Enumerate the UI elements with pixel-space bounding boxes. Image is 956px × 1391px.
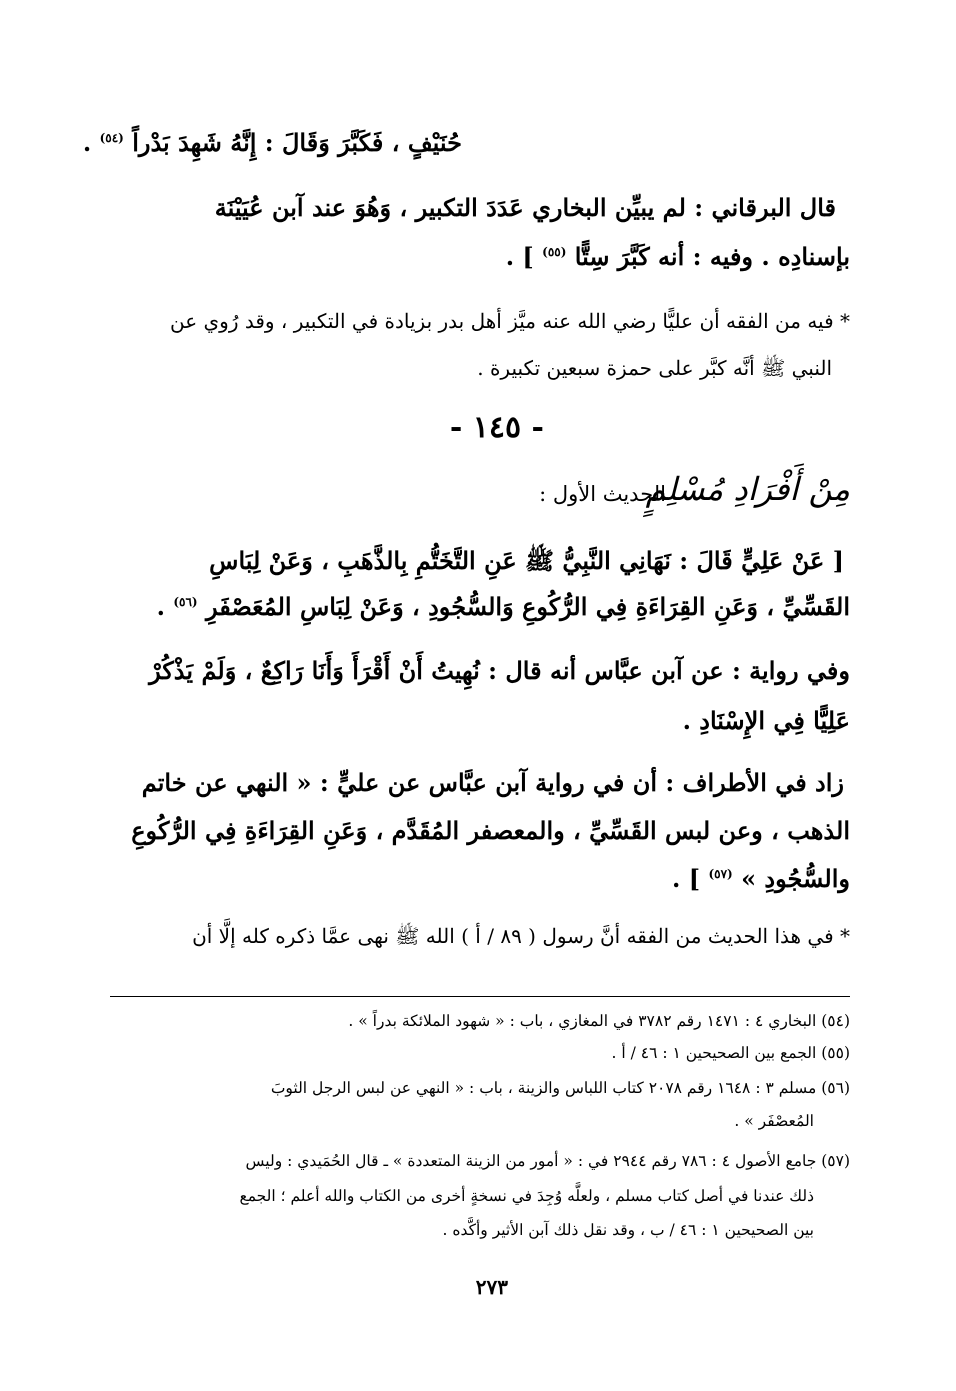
- note-1-line-1: [170, 309, 850, 333]
- hadith-line-7-text: والسُّجُودِ »: [741, 864, 850, 893]
- hadith-line-7: [672, 864, 850, 893]
- hadith-line-5: [142, 768, 844, 797]
- hadith-line-3: [149, 656, 850, 685]
- footnote-57-cont-2-text: بين الصحيحين ١ : ٤٦ / ب ، وقد نقل ذلك آبن الأثير وأكَّده .: [442, 1221, 814, 1239]
- note-1-line-1-text: * فيه من الفقه أن عليًّا رضي الله عنه ميَّز أهل بدر بزيادة في التكبير ، وقد رُوي عن: [170, 309, 850, 333]
- hadith-line-2: [157, 592, 850, 621]
- footnote-ref-56: (٥٦): [173, 595, 198, 609]
- page-number: [476, 1275, 508, 1299]
- footnote-54-text: (٥٤) البخاري ٤ : ١٤٧١ رقم ٣٧٨٢ في المغازي ، باب : « شهود الملائكة بدراً » .: [348, 1012, 850, 1030]
- footnote-57: [246, 1152, 850, 1170]
- note-2-line-1: [192, 924, 850, 953]
- page-number-text: ٢٧٣: [475, 1275, 508, 1299]
- hadith-line-6: [131, 816, 850, 845]
- footnote-56-cont-text: المُعصْفَر » .: [734, 1112, 814, 1130]
- hadith-line-7-end: ] .: [672, 864, 701, 893]
- footnote-55-text: (٥٥) الجمع بين الصحيحين ١ : ٤٦ / أ .: [611, 1044, 850, 1062]
- note-1-line-2-text: النبي ﷺ أنَّه كبَّر على حمزة سبعين تكبيرة .: [477, 356, 832, 380]
- hadith-line-6-text: الذهب ، وعن لبس القَسِّيِّ ، والمعصفر المُقَدَّم ، وَعَنِ القِرَاءَةِ فِي الرُّكُوعِ: [131, 816, 850, 845]
- hadith-line-2-end: .: [156, 592, 165, 621]
- footnote-57-text: (٥٧) جامع الأصول ٤ : ٧٨٦ رقم ٢٩٤٤ في : « أمور من الزينة المتعددة » ـ قال الحُمَيدي : وليس: [245, 1152, 850, 1170]
- footnote-ref-57: (٥٧): [708, 867, 733, 881]
- hadith-line-3-text: وفي رواية : عن آبن عبَّاس أنه قال : نُهِيتُ أَنْ أَقْرَأَ وَأَنَا رَاكِعٌ ، وَلَمْ يَذْكُرْ: [149, 656, 850, 685]
- section-subtitle: [539, 482, 666, 506]
- footnote-57-cont-1-text: ذلك عندنا في أصل كتاب مسلم ، ولعلَّه وُجِدَ في نسخةٍ أخرى من الكتاب والله أعلم ؛ الجمع: [239, 1187, 814, 1205]
- footnote-57-cont-2: [442, 1221, 814, 1239]
- footnote-55: [612, 1044, 850, 1062]
- footnote-ref-55: (٥٥): [542, 245, 567, 259]
- main-line-1-end: .: [82, 128, 92, 157]
- hadith-line-1: [209, 546, 844, 581]
- footnote-ref-54: (٥٤): [99, 131, 124, 145]
- hadith-number-text: - ١٤٥ -: [449, 410, 544, 445]
- section-title: [646, 470, 850, 508]
- hadith-line-2-text: القَسِّيِّ ، وَعَنِ القِرَاءَةِ فِي الرُّكُوعِ وَالسُّجُودِ ، وَعَنْ لِبَاسِ المُعَصْفَرِ: [205, 592, 850, 621]
- main-line-1-text: حُنَيْفٍ ، فَكَبَّرَ وَقَالَ : إِنَّهُ شَهِدَ بَدْراً: [132, 128, 462, 157]
- main-line-3-end: ] .: [505, 242, 534, 271]
- hadith-line-4: [683, 706, 850, 735]
- hadith-line-1-text: [ عَنْ عَلِيٍّ قَالَ : نَهَانِي النَّبِيُّ ﷺ عَنِ التَّخَتُّمِ بِالذَّهَبِ ، وَعَنْ لِبَاسِ: [209, 546, 844, 575]
- footnote-separator: [110, 996, 850, 997]
- main-line-2-text: قال البرقاني : لم يبيِّن البخاري عَدَدَ التكبير ، وَهُوَ عند آبن عُيَيْنَة: [214, 193, 836, 222]
- main-line-2: [215, 193, 836, 222]
- hadith-line-4-text: عَلِيًّا فِي الإِسْنَادِ .: [682, 706, 850, 735]
- hadith-number: [450, 410, 544, 445]
- section-title-text: مِنْ أَفْرَادِ مُسْلِمٍ: [645, 470, 850, 508]
- footnote-57-cont-1: [239, 1187, 814, 1205]
- footnote-56-cont: [734, 1112, 814, 1130]
- main-line-1: [83, 128, 462, 157]
- footnote-56: [271, 1079, 850, 1097]
- main-line-3: [506, 242, 850, 271]
- main-line-3-text: بإسنادِه . وفيه : أنه كَبَّرَ سِتًّا: [574, 242, 850, 271]
- footnote-54: [348, 1012, 850, 1030]
- footnote-56-text: (٥٦) مسلم ٣ : ١٦٤٨ رقم ٢٠٧٨ كتاب اللباس والزينة ، باب : « النهي عن لبس الرجل الثوبَ: [270, 1079, 850, 1097]
- section-subtitle-text: الحديث الأول :: [539, 482, 666, 506]
- note-1-line-2: [477, 356, 832, 385]
- hadith-line-5-text: زاد في الأطراف : أن في رواية آبن عبَّاس عن عليٍّ : « النهي عن خاتم: [141, 768, 844, 797]
- note-2-line-1-text: * في هذا الحديث من الفقه أنَّ رسول ( ٨٩ / أ ) الله ﷺ نهى عمَّا ذكره كله إلَّا أن: [192, 924, 850, 948]
